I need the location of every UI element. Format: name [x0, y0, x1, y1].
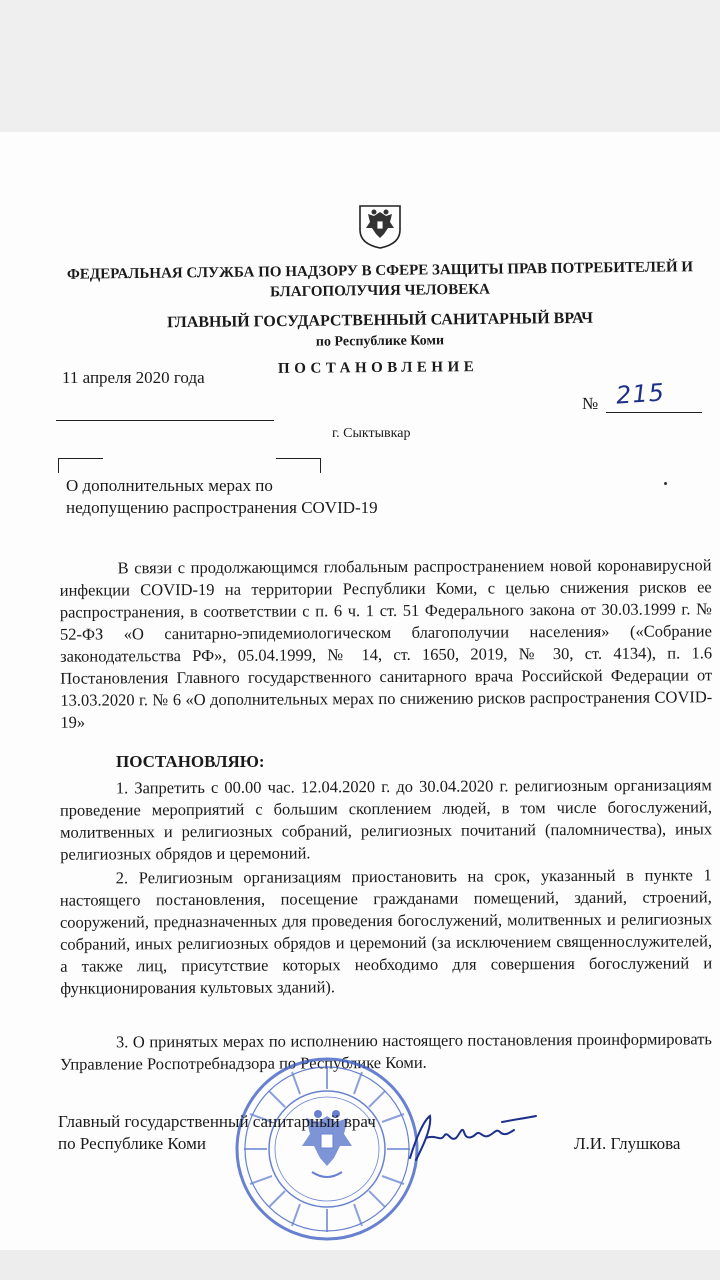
resolution-item-1: 1. Запретить с 00.00 час. 12.04.2020 г. до 30.04.2020 г. религиозным организациям проведение мероприятий с большим скоплением людей, в том числе богослужений, молитвенных и религиозных собраний, религиозных почитаний (паломничества), иных религиозных обрядов и церемоний.	[59, 775, 713, 864]
preamble-paragraph: В связи с продолжающимся глобальным распространением новой коронавирусной инфекции COVID-19 на территории Республики Коми, с целью снижения рисков ее распространения, в соответствии с п. 6 ч. 1 ст. 51 Федерального закона от 30.03.1999 г. № 52-ФЗ «О санитарно-эпидемиологическом благополучии населения» («Собрание законодательства РФ», 05.04.1999, № 14, ст. 1650, 2019, № 30, ст. 4134), п. 1.6 Постановления Главного государственного санитарного врача Российской Федерации от 13.03.2020 г. № 6 «О дополнительных мерах по снижению рисков распространения COVID-19»	[59, 555, 713, 732]
resolution-item-2: 2. Религиозным организациям приостановить на срок, указанный в пункте 1 настоящего постановления, посещение гражданами помещений, зданий, строений, сооружений, предназначенных для проведения богослужений, молитвенных и религиозных собраний, иных религиозных обрядов и церемоний (за исключением священнослужителей, а также лиц, присутствие которых необходимо для совершения богослужений и функционирования культовых зданий).	[59, 865, 713, 998]
region-title: по Республике Коми	[315, 333, 445, 350]
handwritten-signature	[402, 1108, 542, 1168]
resolution-heading: ПОСТАНОВЛЯЮ:	[116, 752, 265, 771]
top-bar	[0, 0, 720, 132]
subject-line-1: О дополнительных мерах по	[66, 476, 273, 495]
organization-line-1: ФЕДЕРАЛЬНАЯ СЛУЖБА ПО НАДЗОРУ В СФЕРЕ ЗАЩИТЫ ПРАВ ПОТРЕБИТЕЛЕЙ И	[66, 259, 694, 283]
subject-line-2: недопущению распространения COVID-19	[66, 498, 378, 517]
document-city: г. Сыктывкар	[332, 426, 411, 441]
document-page	[0, 132, 720, 1250]
number-underline	[606, 412, 702, 413]
signature-title-line-1: Главный государственный санитарный врач	[58, 1112, 376, 1131]
document-date: 11 апреля 2020 года	[62, 368, 205, 387]
scan-speck	[664, 482, 667, 485]
signer-name: Л.И. Глушкова	[574, 1134, 681, 1153]
resolution-item-3: 3. О принятых мерах по исполнению настоящего постановления проинформировать Управление Роспотребнадзора по Республике Коми.	[60, 1029, 712, 1074]
number-label: №	[582, 394, 599, 413]
bottom-bar	[0, 1250, 720, 1280]
document-type: ПОСТАНОВЛЕНИЕ	[277, 359, 479, 377]
signature-title-line-2: по Республике Коми	[58, 1134, 206, 1153]
coat-of-arms-icon	[356, 202, 404, 250]
chief-title: ГЛАВНЫЙ ГОСУДАРСТВЕННЫЙ САНИТАРНЫЙ ВРАЧ	[166, 309, 593, 332]
date-underline	[56, 420, 274, 421]
official-seal-stamp	[232, 1054, 422, 1244]
subject-bracket-right	[276, 458, 321, 473]
document-number: 215	[615, 378, 666, 410]
subject-bracket-left	[58, 458, 103, 473]
organization-line-2: БЛАГОПОЛУЧИЯ ЧЕЛОВЕКА	[269, 281, 490, 301]
